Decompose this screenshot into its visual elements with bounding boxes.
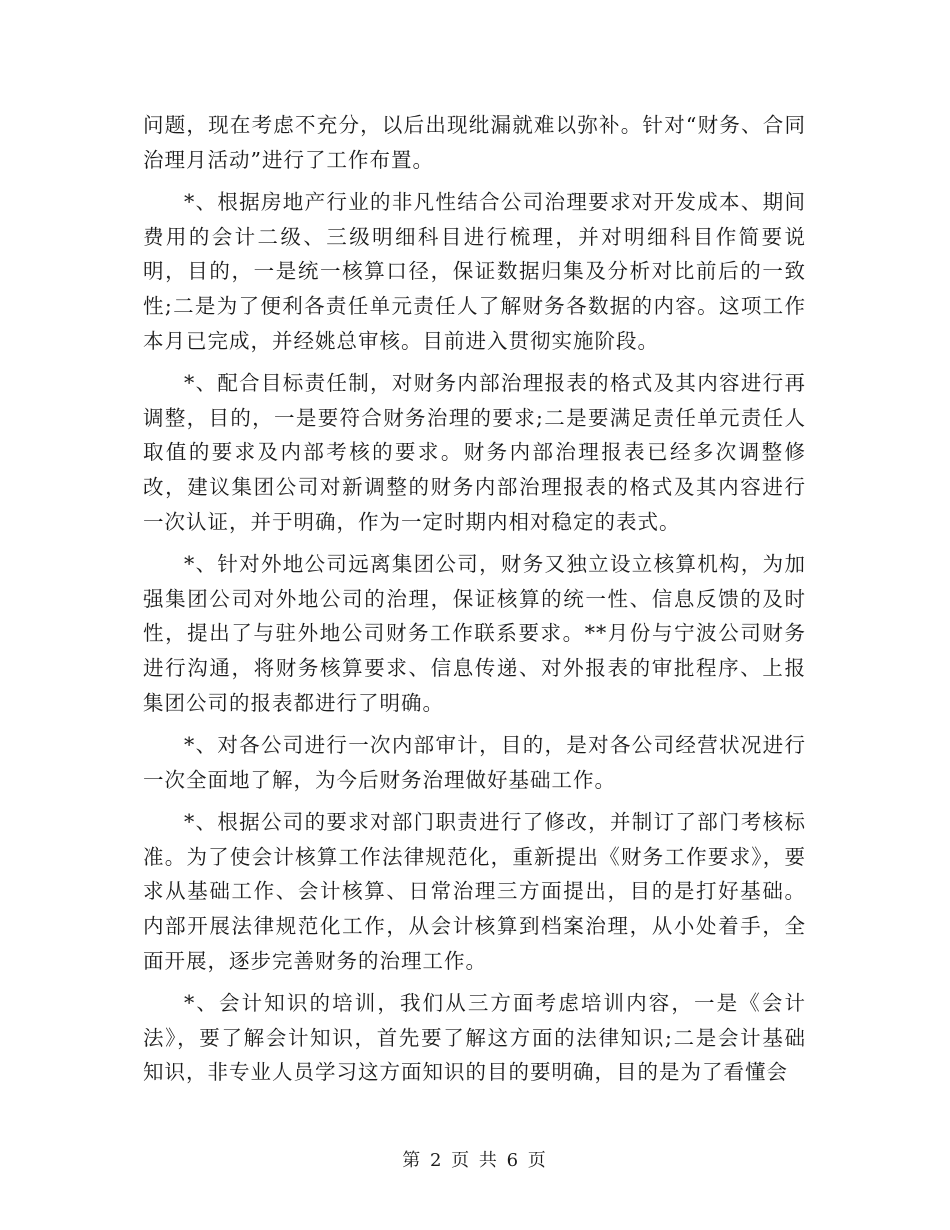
document-body [143,108,806,1098]
paragraph-internal-audit: *、对各公司进行一次内部审计，目的，是对各公司经营状况进行一次全面地了解，为今后财务治理做好基础工作。 [143,733,806,792]
paragraph-continuation: 问题，现在考虑不充分，以后出现纰漏就难以弥补。针对“财务、合同治理月活动”进行了工作布置。 [143,113,806,172]
page-number-footer: 第 2 页 共 6 页 [402,1150,548,1171]
paragraph-cost-accounts: *、根据房地产行业的非凡性结合公司治理要求对开发成本、期间费用的会计二级、三级明细科目进行梳理，并对明细科目作简要说明，目的，一是统一核算口径，保证数据归集及分析对比前后的一致性;二是为了便利各责任单元责任人了解财务各数据的内容。这项工作本月已完成，并经姚总审核。目前进入贯彻实施阶段。 [143,190,806,353]
paragraph-department-duties: *、根据公司的要求对部门职责进行了修改，并制订了部门考核标准。为了使会计核算工作法律规范化，重新提出《财务工作要求》，要求从基础工作、会计核算、日常治理三方面提出，目的是打好基础。内部开展法律规范化工作，从会计核算到档案治理，从小处着手，全面开展，逐步完善财务的治理工作。 [143,810,806,973]
paragraph-internal-reports: *、配合目标责任制，对财务内部治理报表的格式及其内容进行再调整，目的，一是要符合财务治理的要求;二是要满足责任单元责任人取值的要求及内部考核的要求。财务内部治理报表已经多次调整修改，建议集团公司对新调整的财务内部治理报表的格式及其内容进行一次认证，并于明确，作为一定时期内相对稳定的表式。 [143,371,806,534]
paragraph-remote-companies: *、针对外地公司远离集团公司，财务又独立设立核算机构，为加强集团公司对外地公司的治理，保证核算的统一性、信息反馈的及时性，提出了与驻外地公司财务工作联系要求。**月份与宁波公司财务进行沟通，将财务核算要求、信息传递、对外报表的审批程序、上报集团公司的报表都进行了明确。 [143,552,806,715]
paragraph-accounting-training: *、会计知识的培训，我们从三方面考虑培训内容，一是《会计法》，要了解会计知识，首先要了解这方面的法律知识;二是会计基础知识，非专业人员学习这方面知识的目的要明确，目的是为了看懂会 [143,991,806,1085]
